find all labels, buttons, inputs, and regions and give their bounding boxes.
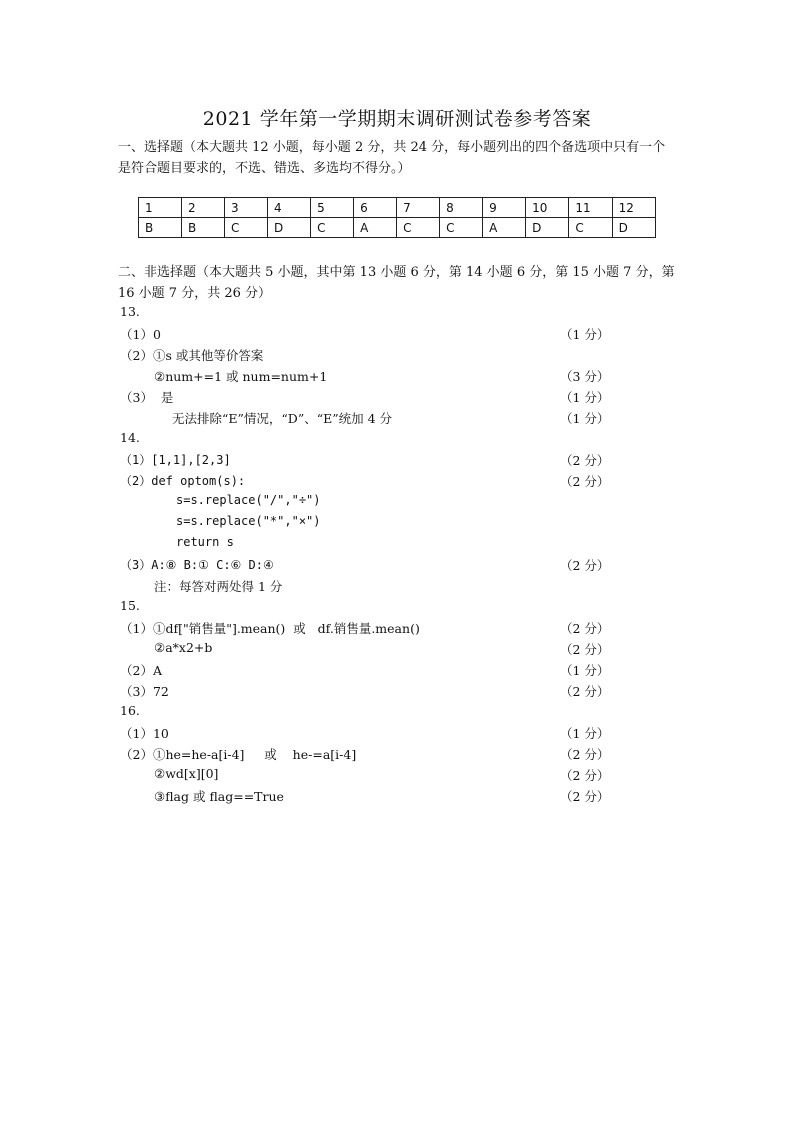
table-cell: B xyxy=(182,218,225,238)
table-cell: 2 xyxy=(182,198,225,218)
points-label: （2 分） xyxy=(560,621,610,636)
points-label: （1 分） xyxy=(560,327,610,342)
points-label: （2 分） xyxy=(560,642,610,657)
section2-heading: 二、非选择题（本大题共 5 小题，其中第 13 小题 6 分，第 14 小题 6 分，第 15 小题 7 分，第 16 小题 7 分，共 26 分） xyxy=(118,265,675,301)
points-label: （1 分） xyxy=(560,663,610,678)
answer-note: 注：每答对两处得 1 分 xyxy=(154,579,283,594)
answer-line: （2）①s 或其他等价答案 xyxy=(120,348,264,363)
points-label: （3 分） xyxy=(560,369,610,384)
table-cell: 1 xyxy=(139,198,182,218)
answer-line: （1）0 xyxy=(120,327,161,342)
table-cell: C xyxy=(397,218,440,238)
section1-heading: 一、选择题（本大题共 12 小题，每小题 2 分，共 24 分，每小题列出的四个备选项中只有一个是符合题目要求的，不选、错选、多选均不得分。） xyxy=(118,140,666,176)
answer-line: 14. xyxy=(120,430,140,445)
table-cell: B xyxy=(139,218,182,238)
table-cell: D xyxy=(268,218,311,238)
answer-line: ②a*x2+b xyxy=(154,640,213,655)
table-cell: C xyxy=(569,218,612,238)
table-cell: 3 xyxy=(225,198,268,218)
answer-line: ②wd[x][0] xyxy=(154,766,219,781)
table-cell: A xyxy=(483,218,526,238)
answer-line: ②num+=1 或 num=num+1 xyxy=(154,369,328,384)
table-cell: 4 xyxy=(268,198,311,218)
table-cell: D xyxy=(526,218,569,238)
points-label: （2 分） xyxy=(560,768,610,783)
points-label: （2 分） xyxy=(560,558,610,573)
table-cell: 5 xyxy=(311,198,354,218)
answer-line: 无法排除“E”情况，“D”、“E”统加 4 分 xyxy=(172,411,393,426)
answer-line: 13. xyxy=(120,304,140,319)
points-label: （1 分） xyxy=(560,390,610,405)
answer-line: 15. xyxy=(120,598,140,613)
answer-line: （3）72 xyxy=(120,684,169,699)
table-cell: C xyxy=(440,218,483,238)
points-label: （2 分） xyxy=(560,789,610,804)
code-line: return s xyxy=(176,535,234,549)
points-label: （2 分） xyxy=(560,474,610,489)
table-cell: C xyxy=(225,218,268,238)
page-title: 2021 学年第一学期期末调研测试卷参考答案 xyxy=(202,108,592,130)
answer-line: （1）[1,1],[2,3] xyxy=(120,453,231,467)
answer-line: （1）10 xyxy=(120,726,169,741)
table-cell: 9 xyxy=(483,198,526,218)
points-label: （2 分） xyxy=(560,453,610,468)
code-line: s=s.replace("/","÷") xyxy=(176,493,321,507)
answer-line: （3） 是 xyxy=(120,390,174,405)
answer-line: （1）①df["销售量"].mean() 或 df.销售量.mean() xyxy=(120,621,420,636)
table-cell: 12 xyxy=(612,198,655,218)
answer-line: 16. xyxy=(120,703,140,718)
table-cell: 7 xyxy=(397,198,440,218)
table-cell: 11 xyxy=(569,198,612,218)
points-label: （2 分） xyxy=(560,747,610,762)
answer-line: （2）①he=he-a[i-4] 或 he-=a[i-4] xyxy=(120,747,357,762)
table-cell: A xyxy=(354,218,397,238)
answer-line: （2）def optom(s): xyxy=(120,474,246,488)
table-cell: 8 xyxy=(440,198,483,218)
table-cell: 10 xyxy=(526,198,569,218)
answer-table xyxy=(138,197,656,238)
code-line: s=s.replace("*","×") xyxy=(176,514,321,528)
table-cell: D xyxy=(612,218,655,238)
question-number-row xyxy=(139,198,656,218)
points-label: （1 分） xyxy=(560,726,610,741)
points-label: （1 分） xyxy=(560,411,610,426)
answer-row xyxy=(139,218,656,238)
points-label: （2 分） xyxy=(560,684,610,699)
answer-line: （2）A xyxy=(120,663,162,678)
answer-line: ③flag 或 flag==True xyxy=(154,789,284,804)
table-cell: C xyxy=(311,218,354,238)
table-cell: 6 xyxy=(354,198,397,218)
answer-line: （3）A:⑧ B:① C:⑥ D:④ xyxy=(120,558,274,572)
